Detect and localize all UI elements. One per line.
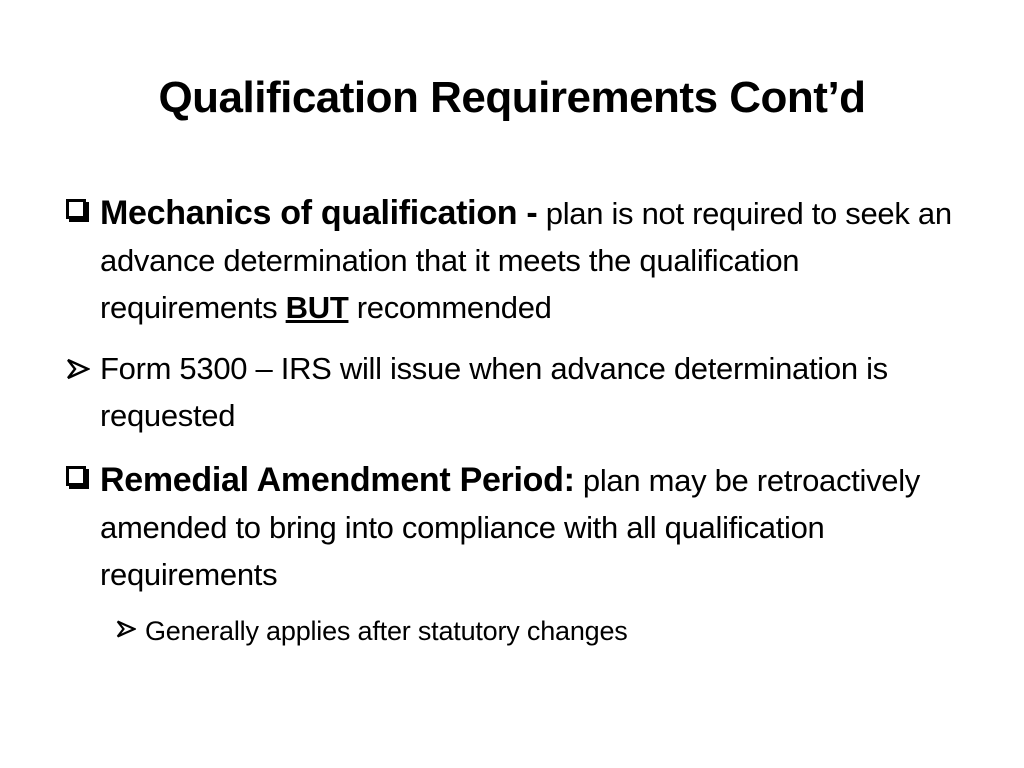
bullet-lead: Remedial Amendment Period:: [100, 461, 575, 499]
bullet-text: Form 5300 – IRS will issue when advance determination is requested: [100, 351, 888, 433]
checkbox-icon: [66, 199, 86, 219]
bullet-text: plan may be retroactively amended to bring into compliance with all qualification requirements: [100, 463, 921, 592]
bullet-remedial-amendment-period: [100, 457, 980, 598]
sub-bullet-statutory-changes: [145, 611, 985, 651]
bullet-form-5300: [100, 345, 980, 439]
checkbox-icon: [66, 466, 86, 486]
bullet-lead: Mechanics of qualification -: [100, 194, 538, 232]
bullet-text-after: recommended: [348, 290, 552, 325]
bullet-emphasis: BUT: [285, 290, 349, 325]
bullet-mechanics-of-qualification: [100, 190, 980, 331]
arrow-icon: [116, 619, 136, 639]
bullet-text: plan is not required to seek an advance determination that it meets the qualification requirements: [100, 196, 952, 325]
slide-title: Qualification Requirements Cont’d: [158, 73, 866, 122]
arrow-icon: [66, 357, 90, 381]
sub-bullet-text: Generally applies after statutory changes: [145, 616, 628, 646]
